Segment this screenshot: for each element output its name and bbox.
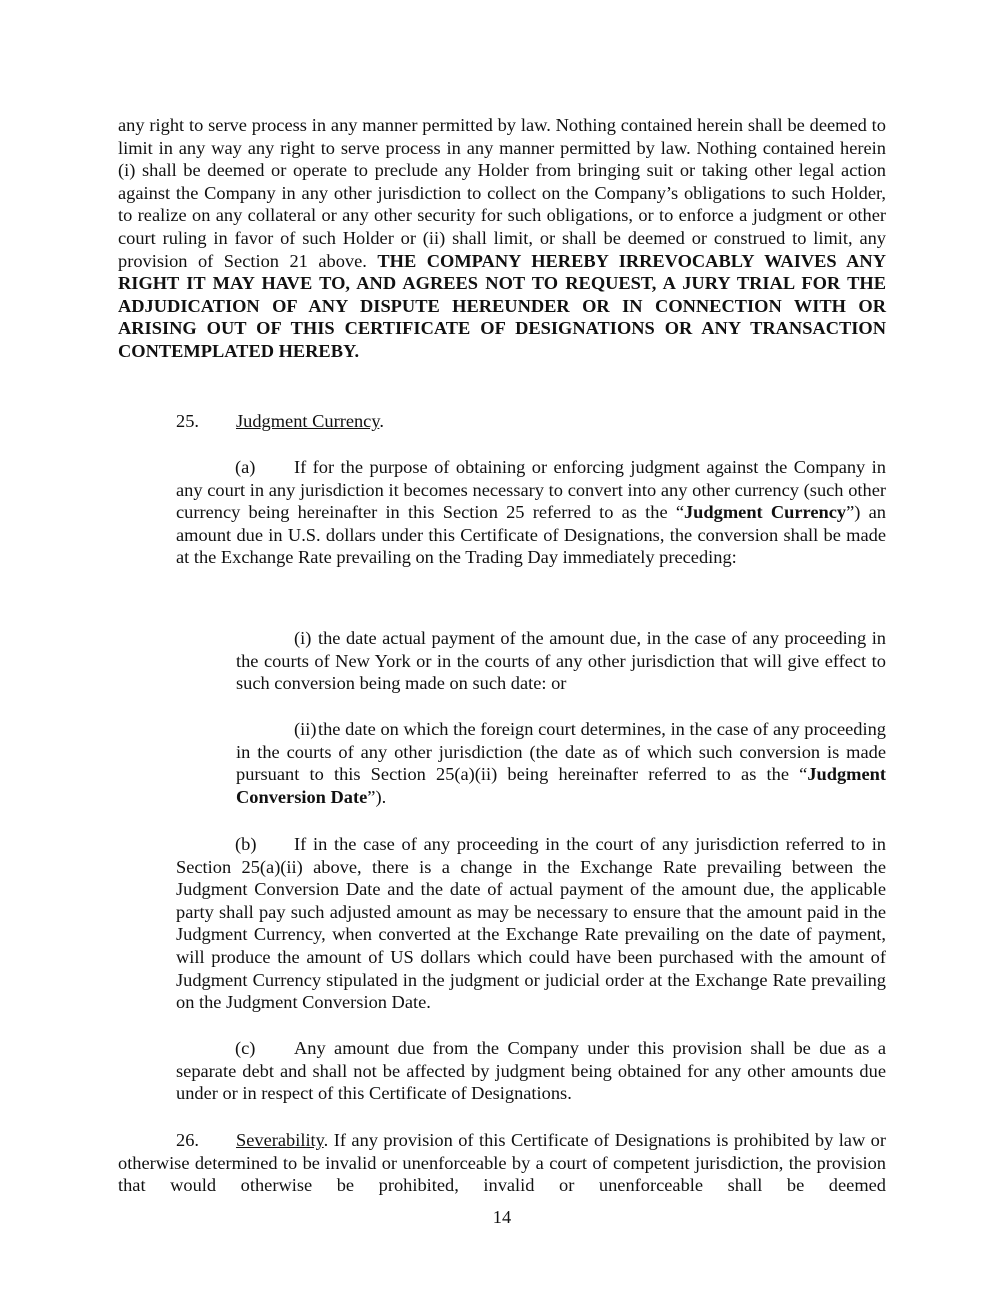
section-25a-ii-paragraph: (ii)the date on which the foreign court determines, in the case of any proceeding in the courts of any other jurisdiction (the date as of which such conversion is made pursuant to this Section 25(a)(ii) being hereinafter referred to as the “Judgment Conversion Date”). [236,719,886,807]
section-25-title: Judgment Currency [236,411,380,431]
jury-waiver-text: THE COMPANY HEREBY IRREVOCABLY WAIVES ANY RIGHT IT MAY HAVE TO, AND AGREES NOT TO REQUEST, A JURY TRIAL FOR THE ADJUDICATION OF ANY DISPUTE HEREUNDER OR IN CONNECTION WITH OR ARISING OUT OF THIS CERTIFICATE OF DESIGNATIONS OR ANY TRANSACTION CONTEMPLATED HEREBY. [118,250,886,361]
section-25-number: 25. [176,411,199,431]
intro-paragraph [118,114,886,363]
section-25c-label: (c) [235,1038,256,1058]
section-25c-paragraph: (c) Any amount due from the Company under this provision shall be due as a separate debt and shall not be affected by judgment being obtained for any other amounts due under or in respect of this Certificate of Designations. [176,1038,886,1104]
section-25b-paragraph: (b) If in the case of any proceeding in the court of any jurisdiction referred to in Section 25(a)(ii) above, there is a change in the Exchange Rate prevailing between the Judgment Conversion Date and the date of actual payment of the amount due, the applicable party shall pay such adjusted amount as may be necessary to ensure that the amount paid in the Judgment Currency, when converted at the Exchange Rate prevailing on the date of payment, will produce the amount of US dollars which could have been purchased with the amount of Judgment Currency stipulated in the judgment or judicial order at the Exchange Rate prevailing on the Judgment Conversion Date. [176,834,886,1013]
intro-text: any right to serve process in any manner permitted by law. Nothing contained herein shall be deemed to limit in any way any right to serve process in any manner permitted by law. Nothing contained herein (i) shall be deemed or operate to preclude any Holder from bringing suit or taking other legal action against the Company in any other jurisdiction to collect on the Company’s obligations to such Holder, to realize on any collateral or any other security for such obligations, or to enforce a judgment or other court ruling in favor of such Holder or (ii) shall limit, or shall be deemed or construed to limit, any provision of Section 21 above. [118,115,886,271]
section-26-paragraph: 26. Severability. If any provision of this Certificate of Designations is prohibited by law or otherwise determined to be invalid or unenforceable by a court of competent jurisdiction, the provision that would otherwise be prohibited, invalid or unenforceable shall be deemed [118,1130,886,1196]
section-25-heading: 25. Judgment Currency. [176,411,384,431]
section-25a-i-label: (i) [294,628,312,648]
section-25a-paragraph: (a) If for the purpose of obtaining or enforcing judgment against the Company in any court in any jurisdiction it becomes necessary to convert into any other currency (such other currency being hereinafter in this Section 25 referred to as the “Judgment Currency”) an amount due in U.S. dollars under this Certificate of Designations, the conversion shall be made at the Exchange Rate prevailing on the Trading Day immediately preceding: [176,457,886,568]
section-25a-label: (a) [235,457,256,477]
section-25a-ii-label: (ii) [294,719,317,739]
page-number: 14 [492,1207,512,1227]
section-26-title: Severability [236,1130,324,1150]
section-25a-i-paragraph: (i) the date actual payment of the amount due, in the case of any proceeding in the courts of New York or in the courts of any other jurisdiction that will give effect to such conversion being made on such date: or [236,628,886,694]
section-26-number: 26. [176,1130,199,1150]
judgment-conversion-date-term: Judgment Conversion Date [236,764,886,807]
judgment-currency-term: Judgment Currency [683,502,847,523]
section-25b-label: (b) [235,834,257,854]
